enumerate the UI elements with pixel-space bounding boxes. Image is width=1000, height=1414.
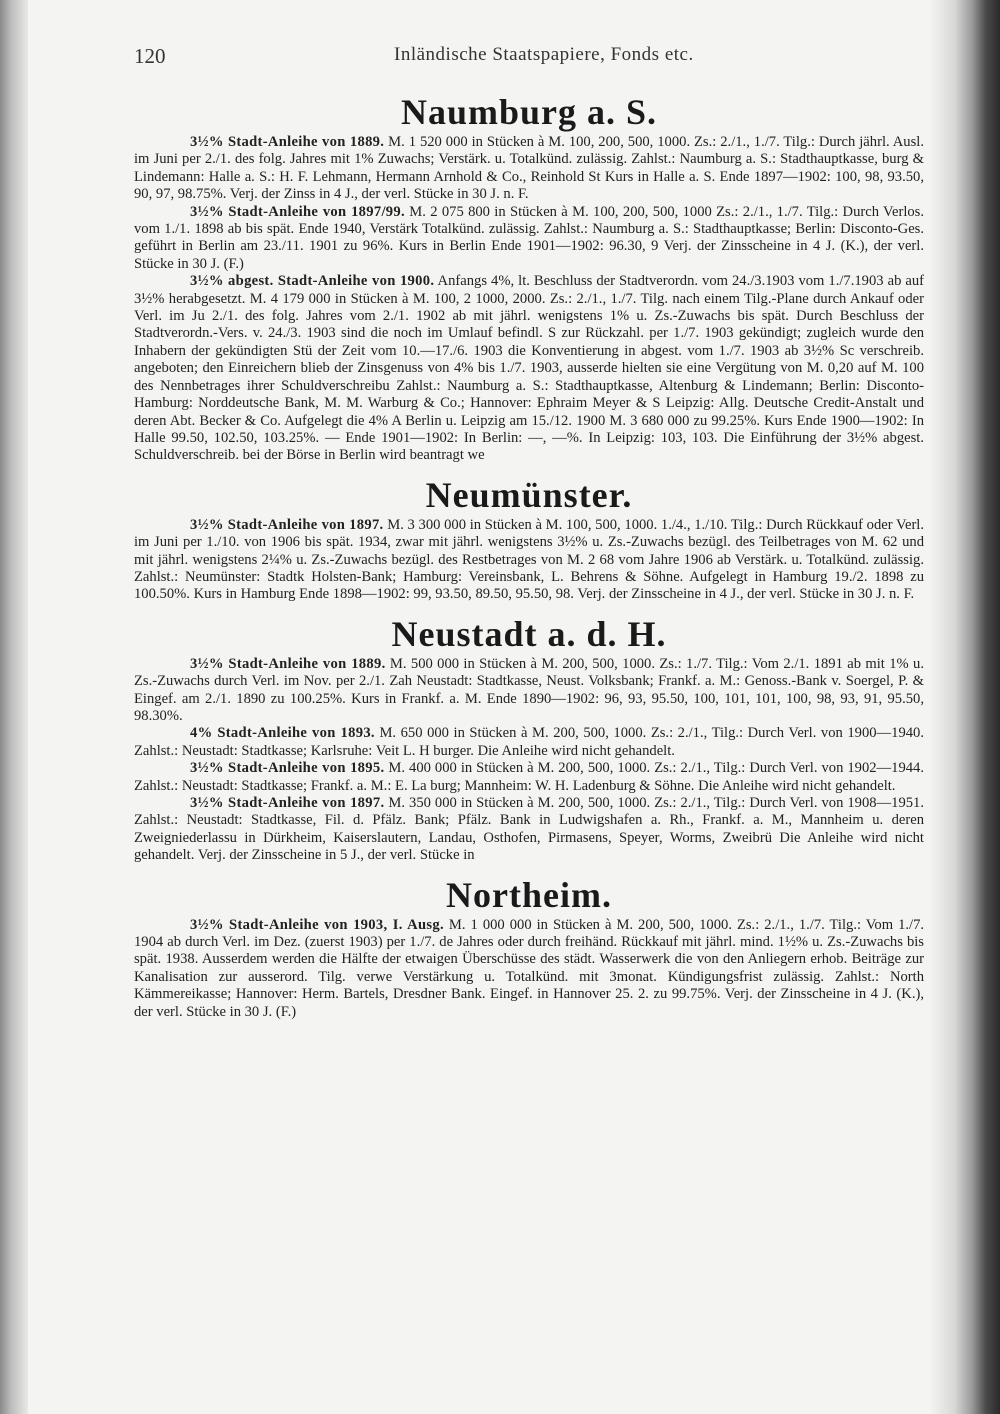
city-heading: Naumburg a. S. xyxy=(400,92,658,132)
loan-text: M. 3 300 000 in Stücken à M. 100, 500, 1000. 1./4., 1./10. Tilg.: Durch Rückkauf oder Verl. im Juni per 1./10. von 1906 bis spät. 1934, zwar mit jährl. wenigstens 3½% u. Zs.-Zuwachs bezügl. des Teilbetrages von M. 62 und mit jährl. wenigstens 2¼% u. Zs.-Zuwachs bezügl. des Restbetrages von M. 2 68 vom Jahre 1906 ab Verstärk. u. Totalkünd. zulässig. Zahlst.: Neumünster: Stadtk Holsten-Bank; Hamburg: Vereinsbank, L. Behrens & Söhne. Aufgelegt in Hamburg 19./2. 1898 zu 100.50%. Kurs in Hamburg Ende 1898—1902: 99, 93.50, 89.50, 95.50, 98. Verj. der Zinsscheine in 4 J., der verl. Stücke in 30 J. n. F. xyxy=(134,516,925,603)
loan-text: M. 650 000 in Stücken à M. 200, 500, 1000. Zs.: 2./1., Tilg.: Durch Verl. von 1900—1940. Zahlst.: Neustadt: Stadtkasse; Karlsruhe: Veit L. H burger. Die Anleihe wird nicht gehandelt. xyxy=(134,725,924,759)
loan-title: 3½% Stadt-Anleihe von 1897/99. xyxy=(190,203,405,220)
loan-entry xyxy=(134,273,924,464)
loan-text: M. 500 000 in Stücken à M. 200, 500, 1000. Zs.: 1./7. Tilg.: Vom 2./1. 1891 ab mit 1% u. Zs.-Zuwachs durch Verl. im Nov. per 2./1. Zah Neustadt: Stadtkasse, Neust. Volksbank; Frankf. a. M.: Genoss.-Bank v. Soergel, P. & Eingef. am 2./1. 1890 zu 100.25%. Kurs in Frankf. a. M. Ende 1890—1902: 96, 93, 95.50, 100, 101, 101, 100, 98, 93, 91, 95.50, 98.30%. xyxy=(134,655,924,724)
loan-entry xyxy=(134,917,924,1021)
city-heading: Neumünster. xyxy=(425,474,633,515)
left-page-edge xyxy=(0,0,28,1414)
loan-entry xyxy=(134,134,924,204)
section-northeim xyxy=(134,873,924,1021)
loan-text: M. 1 520 000 in Stücken à M. 100, 200, 500, 1000. Zs.: 2./1., 1./7. Tilg.: Durch jährl. Ausl. im Juni per 2./1. des folg. Jahres mit 1% Zuwachs; Verstärk. u. Totalkünd. zulässig. Zahlst.: Naumburg a. S.: Stadthauptkasse, burg & Lindemann: Halle a. S.: H. F. Lehmann, Hermann Arnhold & Co., Reinhold St Kurs in Halle a. S. Ende 1897—1902: 100, 98, 93.50, 90, 97, 98.75%. Verj. der Zinss in 4 J., der verl. Stücke in 30 J. n. F. xyxy=(134,134,924,203)
section-neumuenster xyxy=(134,473,924,604)
loan-text: M. 400 000 in Stücken à M. 200, 500, 1000. Zs.: 2./1., Tilg.: Durch Verl. von 1902—1944. Zahlst.: Neustadt: Stadtkasse; Frankf. a. M.: E. La burg; Mannheim: W. H. Ladenburg & Söhne. Die Anleihe wird nicht gehandelt. xyxy=(134,760,924,794)
loan-title: 3½% Stadt-Anleihe von 1889. xyxy=(190,655,386,672)
loan-text: M. 350 000 in Stücken à M. 200, 500, 1000. Zs.: 2./1., Tilg.: Durch Verl. von 1908—1951. Zahlst.: Neustadt: Stadtkasse, Fil. d. Pfälz. Bank; Pfälz. Bank in Ludwigshafen a. Rh., Frankf. a. M., Mannheim u. deren Zweigniederlassu in Dürkheim, Kaiserslautern, Landau, Osthofen, Pirmasens, Speyer, Worms, Zweibrü Die Anleihe wird nicht gehandelt. Verj. der Zinsscheine in 5 J., der verl. Stücke in xyxy=(134,795,924,864)
loan-title: 3½% Stadt-Anleihe von 1897. xyxy=(190,795,385,811)
loan-title: 3½% abgest. Stadt-Anleihe von 1900. xyxy=(190,273,435,290)
loan-entry xyxy=(134,656,924,726)
section-neustadt xyxy=(134,612,924,865)
loan-entry xyxy=(134,760,924,795)
loan-text: Anfangs 4%, lt. Beschluss der Stadtverordn. vom 24./3.1903 vom 1./7.1903 ab auf 3½% herabgesetzt. M. 4 179 000 in Stücken à M. 100, 2 1000, 2000. Zs.: 2./1., 1./7. Tilg. nach einem Tilg.-Plane durch Ankauf oder Verl. im Ju 2./1. des folg. Jahres vom 2./1. 1902 ab mit jährl. wenigstens 1% u. Zs.-Zuwachs bis spät. Durch Beschluss der Stadtverordn.-Vers. v. 24./3. 1903 sind die noch im Umlauf befindl. S zur Rückzahl. per 1./7. 1903 gekündigt; zugleich wurde den Inhabern der gekündigten Stü der Zeit vom 10.—17./6. 1903 die Konventierung in abgest. vom 1./7. 1903 ab 3½% Sc verschreib. angeboten; den Einreichern blieb der Zinsgenuss von 4% bis 1./7. 1903, ausserde hielten sie eine Vergütung von M. 0,20 auf M. 100 des Nennbetrages ihrer Schuldverschreibu Zahlst.: Naumburg a. S.: Stadthauptkasse, Altenburg & Lindemann; Berlin: Disconto- Hamburg: Norddeutsche Bank, M. M. Warburg & Co.; Hannover: Ephraim Meyer & S Leipzig: Allg. Deutsche Credit-Anstalt und deren Abt. Becker & Co. Aufgelegt die 4% A Berlin u. Leipzig am 15./12. 1900 M. 3 680 000 zu 99.25%. Kurs Ende 1900—1902: In Halle 99.50, 102.50, 103.25%. — Ende 1901—1902: In Berlin: —, —%. In Leipzig: 103, 103. Die Einführung der 3½% abgest. Schuldverschreib. bei der Börse in Berlin wird beantragt we xyxy=(134,273,925,464)
loan-title: 3½% Stadt-Anleihe von 1903, I. Ausg. xyxy=(190,916,444,933)
loan-title: 3½% Stadt-Anleihe von 1897. xyxy=(190,516,384,533)
section-naumburg xyxy=(134,90,924,465)
loan-title: 3½% Stadt-Anleihe von 1889. xyxy=(190,134,385,150)
city-heading: Neustadt a. d. H. xyxy=(391,613,667,654)
loan-title: 3½% Stadt-Anleihe von 1895. xyxy=(190,760,385,777)
loan-text: M. 1 000 000 in Stücken à M. 200, 500, 1000. Zs.: 2./1., 1./7. Tilg.: Vom 1./7. 1904 ab durch Verl. im Dez. (zuerst 1903) per 1./7. de Jahres oder durch freihänd. Rückkauf mit jährl. mind. 1½% u. Zs.-Zuwachs bis spät. 1938. Ausserdem werden die Hälfte der etwaigen Überschüsse des städt. Wasserwerk die von den Anliegern erhob. Beiträge zur Kanalisation zur ausserord. Tilg. verwe Verstärkung u. Totalkünd. mit 3monat. Kündigungsfrist zulässig. Zahlst.: North Kämmereikasse; Hannover: Herm. Bartels, Dresdner Bank. Eingef. in Hannover 25. 2. zu 99.75%. Verj. der Zinsscheine in 4 J. (K.), der verl. Stücke in 30 J. (F.) xyxy=(134,916,925,1020)
right-page-edge xyxy=(930,0,1000,1414)
page-header xyxy=(134,42,910,72)
loan-entry xyxy=(134,725,924,760)
running-title: Inländische Staatspapiere, Fonds etc. xyxy=(394,44,694,65)
loan-title: 4% Stadt-Anleihe von 1893. xyxy=(190,725,375,742)
loan-entry xyxy=(134,204,924,274)
page-body xyxy=(134,90,924,1021)
loan-entry xyxy=(134,795,924,865)
page-number: 120 xyxy=(134,44,166,68)
city-heading: Northeim. xyxy=(446,874,612,915)
loan-entry xyxy=(134,517,924,604)
loan-text: M. 2 075 800 in Stücken à M. 100, 200, 500, 1000 Zs.: 2./1., 1./7. Tilg.: Durch Verlos. vom 1./1. 1898 ab bis spät. Ende 1940, Verstärk Totalkünd. zulässig. Zahlst.: Naumburg a. S.: Stadthauptkasse; Berlin: Disconto-Ges. geführt in Berlin am 23./11. 1901 zu 96%. Kurs in Berlin Ende 1901—1902: 96.30, 9 Verj. der Zinsscheine in 4 J. (K.), der verl. Stücke in 30 J. (F.) xyxy=(134,203,924,272)
